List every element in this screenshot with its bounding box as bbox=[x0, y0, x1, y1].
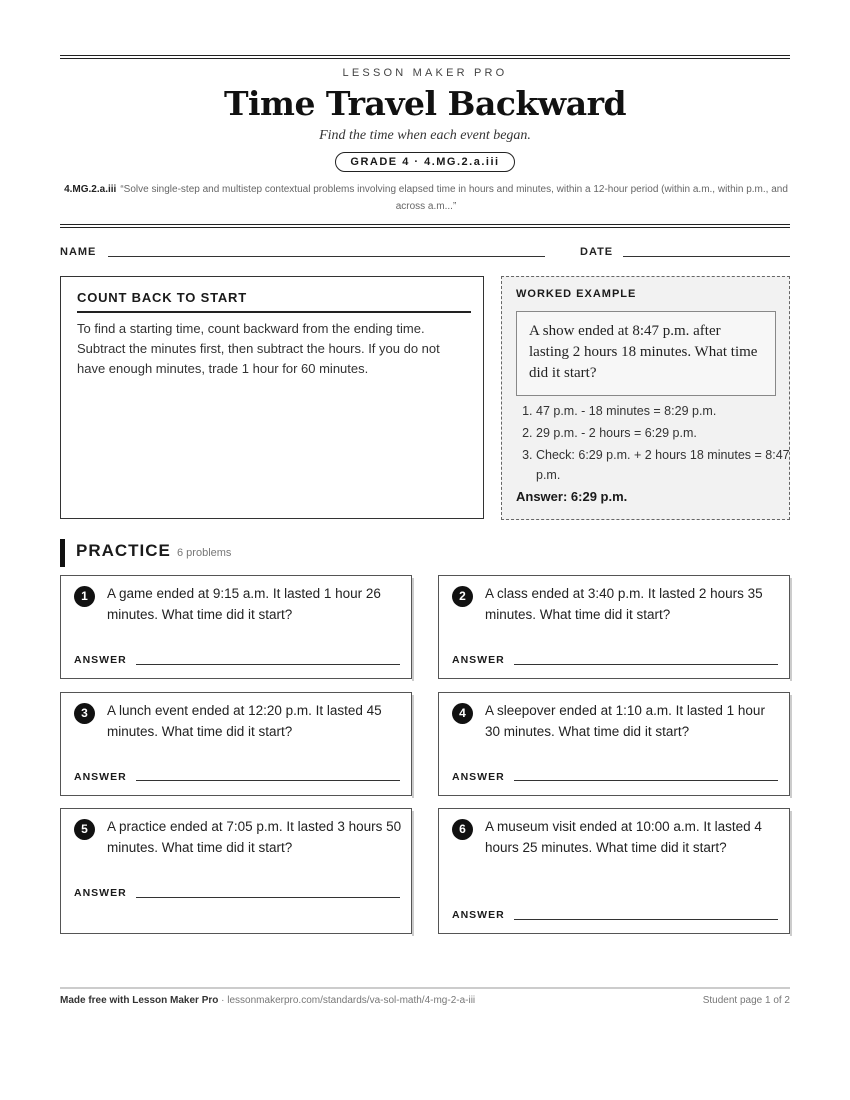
footer-page-number: Student page 1 of 2 bbox=[702, 995, 790, 1006]
problem-card-2 bbox=[438, 575, 790, 679]
footer-url[interactable]: · lessonmakerpro.com/standards/va-sol-math/4-mg-2-a-iii bbox=[218, 995, 476, 1006]
problem-number-5: 5 bbox=[74, 819, 95, 840]
practice-title: PRACTICE bbox=[76, 541, 171, 560]
problem-number-6: 6 bbox=[452, 819, 473, 840]
standard-description bbox=[62, 181, 790, 215]
problem-text-4: A sleepover ended at 1:10 a.m. It lasted 1 hour 30 minutes. What time did it start? bbox=[485, 703, 765, 739]
answer-label-2: ANSWER bbox=[452, 654, 505, 666]
problem-number-3: 3 bbox=[74, 703, 95, 724]
practice-accent-bar bbox=[60, 539, 65, 567]
worked-example-question: A show ended at 8:47 p.m. after lasting 2 hours 18 minutes. What time did it start? bbox=[516, 311, 776, 396]
answer-label-6: ANSWER bbox=[452, 909, 505, 921]
rule-box bbox=[60, 276, 484, 519]
worked-example-box bbox=[501, 276, 790, 520]
rule-box-title: COUNT BACK TO START bbox=[77, 290, 471, 313]
problem-text-2: A class ended at 3:40 p.m. It lasted 2 hours 35 minutes. What time did it start? bbox=[485, 586, 763, 622]
date-label: DATE bbox=[580, 246, 614, 258]
problem-text-5: A practice ended at 7:05 p.m. It lasted 3 hours 50 minutes. What time did it start? bbox=[107, 819, 402, 855]
rule-box-text: To find a starting time, count backward from the ending time. Subtract the minutes first, then subtract the hours. If you do not have enough minutes, trade 1 hour for 60 minutes. bbox=[77, 321, 440, 376]
worked-step-2: 2. 29 p.m. - 2 hours = 6:29 p.m. bbox=[536, 423, 798, 443]
problem-card-5 bbox=[60, 808, 412, 934]
problem-number-4: 4 bbox=[452, 703, 473, 724]
standard-code: 4.MG.2.a.iii bbox=[64, 184, 117, 195]
answer-label-3: ANSWER bbox=[74, 771, 127, 783]
problem-card-1 bbox=[60, 575, 412, 679]
problem-number-2: 2 bbox=[452, 586, 473, 607]
answer-field-6[interactable] bbox=[514, 919, 778, 920]
answer-label-1: ANSWER bbox=[74, 654, 127, 666]
worked-example-answer: Answer: 6:29 p.m. bbox=[516, 489, 628, 504]
page-title: Time Travel Backward bbox=[223, 84, 627, 123]
worked-step-1: 1. 47 p.m. - 18 minutes = 8:29 p.m. bbox=[536, 401, 798, 421]
problem-card-3 bbox=[60, 692, 412, 796]
name-label: NAME bbox=[60, 246, 97, 258]
footer-made-with: Made free with Lesson Maker Pro bbox=[60, 995, 219, 1006]
name-field[interactable] bbox=[108, 256, 545, 257]
header-rule-bottom-inner bbox=[60, 227, 790, 228]
standard-text: “Solve single-step and multistep contextual problems involving elapsed time in hours and minutes, within a 12-hour period (within a.m., within p.m., and across a.m...” bbox=[120, 184, 788, 212]
brand-name: LESSON MAKER PRO bbox=[342, 67, 508, 79]
problem-card-4 bbox=[438, 692, 790, 796]
problem-card-6 bbox=[438, 808, 790, 934]
grade-badge-wrap bbox=[0, 152, 850, 172]
problem-text-3: A lunch event ended at 12:20 p.m. It lasted 45 minutes. What time did it start? bbox=[107, 703, 382, 739]
worked-example-label: WORKED EXAMPLE bbox=[516, 288, 637, 300]
answer-field-5[interactable] bbox=[136, 897, 400, 898]
problem-number-1: 1 bbox=[74, 586, 95, 607]
answer-field-1[interactable] bbox=[136, 664, 400, 665]
page-subtitle: Find the time when each event began. bbox=[319, 128, 531, 143]
grade-badge: GRADE 4 · 4.MG.2.a.iii bbox=[335, 152, 514, 172]
footer-rule bbox=[60, 987, 790, 989]
worked-step-3: 3. Check: 6:29 p.m. + 2 hours 18 minutes = 8:47 p.m. bbox=[536, 445, 798, 485]
answer-label-5: ANSWER bbox=[74, 887, 127, 899]
header-rule-bottom bbox=[60, 224, 790, 225]
header-rule-top-inner bbox=[60, 58, 790, 59]
answer-field-4[interactable] bbox=[514, 780, 778, 781]
practice-count: 6 problems bbox=[177, 547, 232, 559]
date-field[interactable] bbox=[623, 256, 790, 257]
answer-label-4: ANSWER bbox=[452, 771, 505, 783]
answer-field-3[interactable] bbox=[136, 780, 400, 781]
problem-text-1: A game ended at 9:15 a.m. It lasted 1 hour 26 minutes. What time did it start? bbox=[107, 586, 381, 622]
footer-credit bbox=[60, 995, 475, 1006]
answer-field-2[interactable] bbox=[514, 664, 778, 665]
header-rule-top bbox=[60, 55, 790, 56]
problem-text-6: A museum visit ended at 10:00 a.m. It lasted 4 hours 25 minutes. What time did it start? bbox=[485, 819, 762, 855]
worked-example-steps bbox=[516, 401, 798, 487]
